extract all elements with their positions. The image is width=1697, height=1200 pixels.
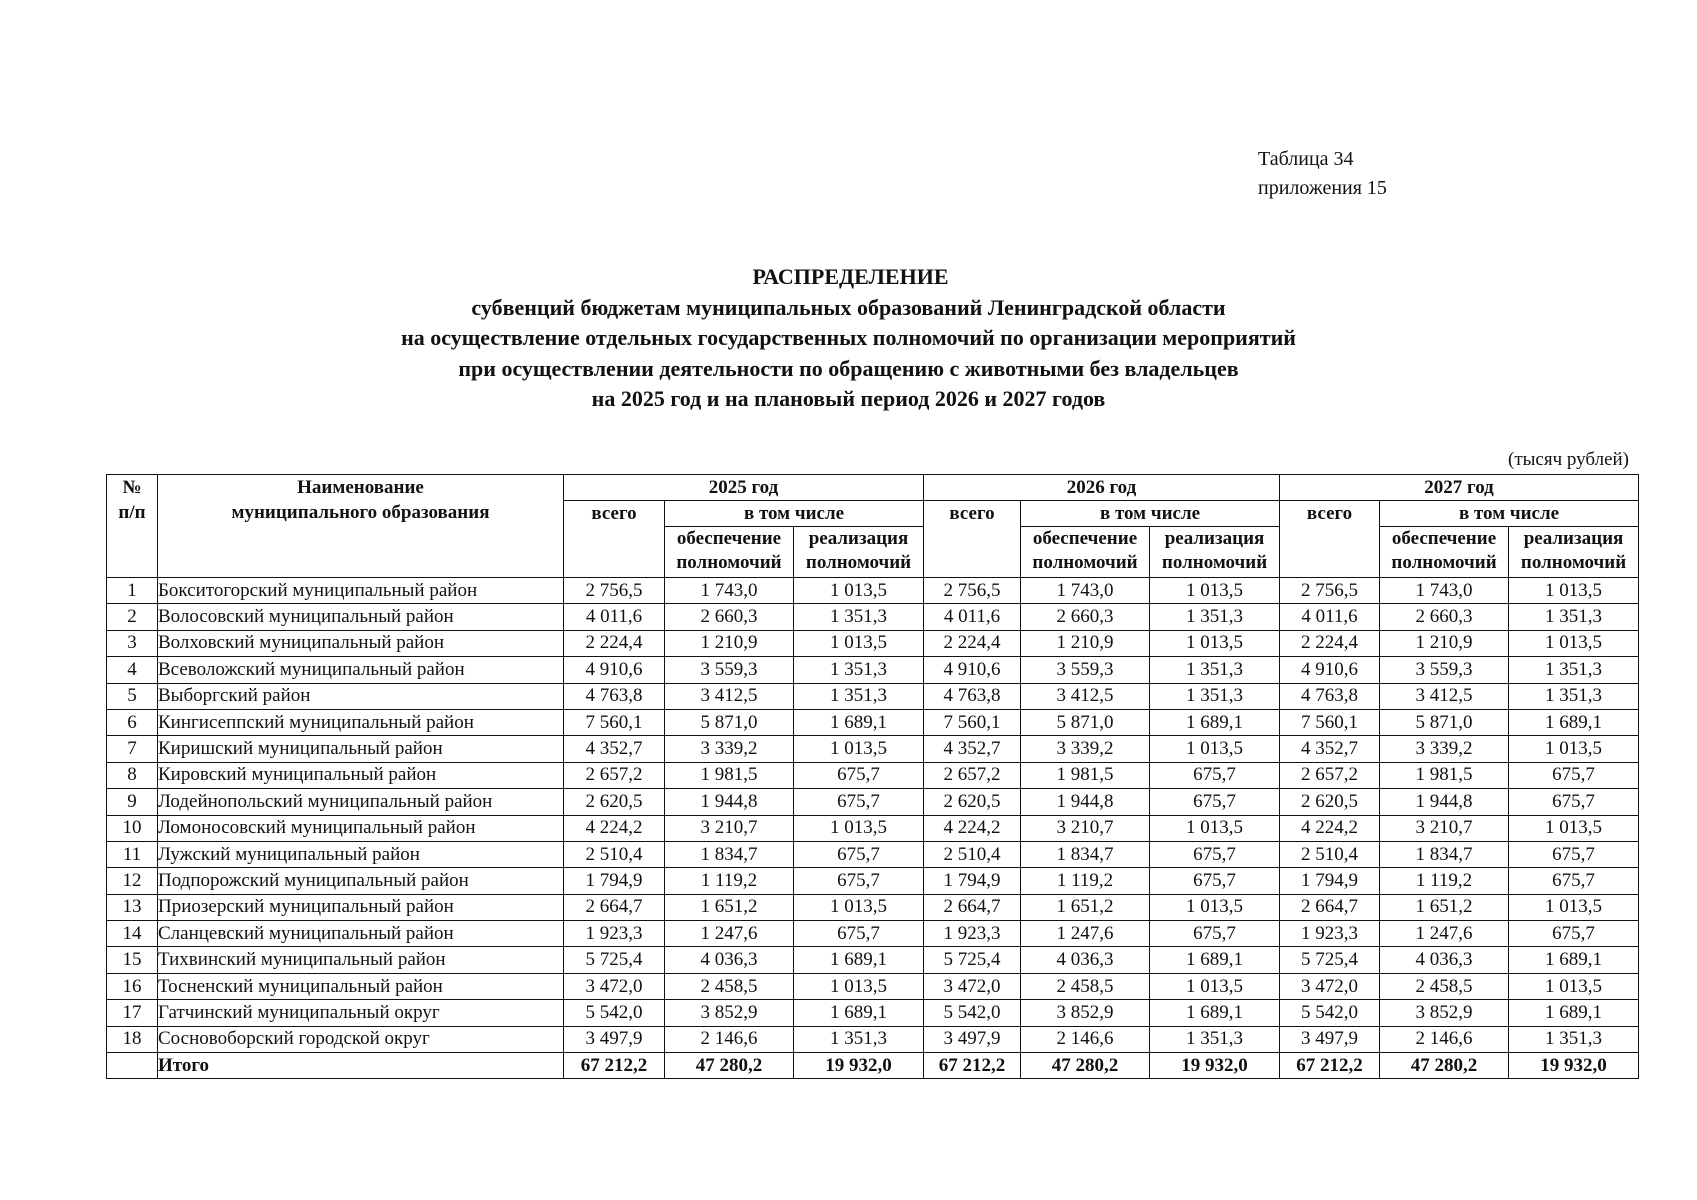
header-year-2025: 2025 год xyxy=(564,475,924,501)
amount-cell: 4 910,6 xyxy=(564,657,665,683)
amount-cell: 2 660,3 xyxy=(1021,604,1150,630)
amount-cell: 3 412,5 xyxy=(665,683,794,709)
table-row xyxy=(107,894,1639,920)
amount-cell: 1 013,5 xyxy=(1509,630,1639,656)
amount-cell: 1 689,1 xyxy=(1150,947,1280,973)
table-number: Таблица 34 xyxy=(1258,148,1354,170)
header-total-2027: всего xyxy=(1280,501,1380,578)
amount-cell: 2 664,7 xyxy=(1280,894,1380,920)
amount-cell: 1 689,1 xyxy=(794,947,924,973)
row-number: 7 xyxy=(107,736,158,762)
amount-cell: 3 559,3 xyxy=(665,657,794,683)
title-line-3: на осуществление отдельных государственных полномочий по организации мероприятий xyxy=(401,325,1296,350)
amount-cell: 7 560,1 xyxy=(924,709,1021,735)
amount-cell: 5 542,0 xyxy=(924,1000,1021,1026)
header-name-line-2: муниципального образования xyxy=(231,502,490,523)
header-provision-line-2: полномочий xyxy=(1032,552,1138,573)
amount-cell: 2 756,5 xyxy=(564,578,665,604)
row-number: 12 xyxy=(107,868,158,894)
amount-cell: 675,7 xyxy=(1509,789,1639,815)
row-number: 6 xyxy=(107,709,158,735)
amount-cell: 1 651,2 xyxy=(1021,894,1150,920)
amount-cell: 1 689,1 xyxy=(1150,709,1280,735)
amount-cell: 4 224,2 xyxy=(1280,815,1380,841)
amount-cell: 675,7 xyxy=(1509,868,1639,894)
amount-cell: 1 247,6 xyxy=(665,921,794,947)
amount-cell: 5 871,0 xyxy=(1380,709,1509,735)
header-provision-line-1: обеспечение xyxy=(1391,528,1497,549)
table-row xyxy=(107,1026,1639,1052)
amount-cell: 7 560,1 xyxy=(564,709,665,735)
amount-cell: 2 756,5 xyxy=(1280,578,1380,604)
row-number: 4 xyxy=(107,657,158,683)
amount-cell: 2 458,5 xyxy=(1021,973,1150,999)
amount-cell: 2 146,6 xyxy=(1021,1026,1150,1052)
amount-cell: 675,7 xyxy=(1509,841,1639,867)
header-provision-2025 xyxy=(665,527,794,578)
header-provision-line-1: обеспечение xyxy=(1032,528,1138,549)
table-row xyxy=(107,762,1639,788)
amount-cell: 1 981,5 xyxy=(665,762,794,788)
header-realization-line-1: реализация xyxy=(1164,528,1265,549)
amount-cell: 675,7 xyxy=(794,921,924,947)
amount-cell: 3 210,7 xyxy=(1021,815,1150,841)
row-number: 14 xyxy=(107,921,158,947)
total-amount-cell: 47 280,2 xyxy=(1021,1053,1150,1079)
header-provision-line-2: полномочий xyxy=(1391,552,1497,573)
amount-cell: 2 510,4 xyxy=(1280,841,1380,867)
amount-cell: 4 763,8 xyxy=(564,683,665,709)
amount-cell: 4 352,7 xyxy=(564,736,665,762)
amount-cell: 1 923,3 xyxy=(924,921,1021,947)
amount-cell: 1 923,3 xyxy=(564,921,665,947)
amount-cell: 675,7 xyxy=(794,762,924,788)
table-header xyxy=(107,475,1639,578)
amount-cell: 1 351,3 xyxy=(1150,683,1280,709)
municipality-name: Волосовский муниципальный район xyxy=(158,604,564,630)
row-number: 5 xyxy=(107,683,158,709)
amount-cell: 675,7 xyxy=(1509,921,1639,947)
amount-cell: 1 119,2 xyxy=(665,868,794,894)
total-label: Итого xyxy=(158,1053,564,1079)
amount-cell: 2 660,3 xyxy=(1380,604,1509,630)
header-year-2027: 2027 год xyxy=(1280,475,1639,501)
amount-cell: 3 497,9 xyxy=(924,1026,1021,1052)
amount-cell: 2 224,4 xyxy=(564,630,665,656)
amount-cell: 2 458,5 xyxy=(665,973,794,999)
municipality-name: Гатчинский муниципальный округ xyxy=(158,1000,564,1026)
table-row xyxy=(107,947,1639,973)
amount-cell: 4 763,8 xyxy=(924,683,1021,709)
row-number: 3 xyxy=(107,630,158,656)
amount-cell: 1 743,0 xyxy=(665,578,794,604)
header-including-2026: в том числе xyxy=(1021,501,1280,527)
distribution-table xyxy=(106,474,1639,1079)
amount-cell: 675,7 xyxy=(1150,762,1280,788)
amount-cell: 675,7 xyxy=(1150,841,1280,867)
municipality-name: Лодейнопольский муниципальный район xyxy=(158,789,564,815)
table-row xyxy=(107,578,1639,604)
amount-cell: 3 412,5 xyxy=(1380,683,1509,709)
amount-cell: 1 794,9 xyxy=(564,868,665,894)
amount-cell: 1 013,5 xyxy=(794,894,924,920)
amount-cell: 675,7 xyxy=(1150,868,1280,894)
amount-cell: 1 351,3 xyxy=(794,1026,924,1052)
row-number: 16 xyxy=(107,973,158,999)
header-provision-2027 xyxy=(1380,527,1509,578)
amount-cell: 1 351,3 xyxy=(794,657,924,683)
header-number-line-1: № xyxy=(122,477,142,498)
amount-cell: 3 339,2 xyxy=(1380,736,1509,762)
row-number: 18 xyxy=(107,1026,158,1052)
amount-cell: 1 013,5 xyxy=(1150,736,1280,762)
amount-cell: 1 651,2 xyxy=(1380,894,1509,920)
amount-cell: 1 210,9 xyxy=(1380,630,1509,656)
table-row xyxy=(107,868,1639,894)
amount-cell: 2 510,4 xyxy=(924,841,1021,867)
amount-cell: 5 725,4 xyxy=(924,947,1021,973)
amount-cell: 3 472,0 xyxy=(564,973,665,999)
municipality-name: Волховский муниципальный район xyxy=(158,630,564,656)
header-realization-2027 xyxy=(1509,527,1639,578)
amount-cell: 4 763,8 xyxy=(1280,683,1380,709)
row-number: 2 xyxy=(107,604,158,630)
amount-cell: 675,7 xyxy=(794,868,924,894)
amount-cell: 1 981,5 xyxy=(1380,762,1509,788)
row-number: 11 xyxy=(107,841,158,867)
amount-cell: 1 351,3 xyxy=(1509,683,1639,709)
total-amount-cell: 19 932,0 xyxy=(794,1053,924,1079)
document-title xyxy=(0,262,1697,415)
amount-cell: 1 834,7 xyxy=(1380,841,1509,867)
table-row xyxy=(107,841,1639,867)
amount-cell: 3 339,2 xyxy=(665,736,794,762)
amount-cell: 2 224,4 xyxy=(924,630,1021,656)
row-number: 15 xyxy=(107,947,158,973)
amount-cell: 675,7 xyxy=(794,789,924,815)
table-row xyxy=(107,815,1639,841)
header-including-2025: в том числе xyxy=(665,501,924,527)
header-number xyxy=(107,475,158,578)
amount-cell: 4 224,2 xyxy=(924,815,1021,841)
municipality-name: Сосновоборский городской округ xyxy=(158,1026,564,1052)
table-row xyxy=(107,1000,1639,1026)
amount-cell: 675,7 xyxy=(1150,921,1280,947)
amount-cell: 4 910,6 xyxy=(1280,657,1380,683)
amount-cell: 1 351,3 xyxy=(1509,657,1639,683)
table-row xyxy=(107,657,1639,683)
total-amount-cell: 19 932,0 xyxy=(1509,1053,1639,1079)
amount-cell: 4 036,3 xyxy=(1021,947,1150,973)
amount-cell: 1 119,2 xyxy=(1380,868,1509,894)
title-line-5: на 2025 год и на плановый период 2026 и 2027 годов xyxy=(591,386,1106,411)
amount-cell: 5 871,0 xyxy=(665,709,794,735)
amount-cell: 1 013,5 xyxy=(1509,578,1639,604)
title-line-2: субвенций бюджетам муниципальных образований Ленинградской области xyxy=(471,294,1226,320)
amount-cell: 1 794,9 xyxy=(924,868,1021,894)
header-number-line-2: п/п xyxy=(118,502,146,523)
header-provision-line-2: полномочий xyxy=(676,552,782,573)
amount-cell: 3 472,0 xyxy=(1280,973,1380,999)
amount-cell: 1 013,5 xyxy=(794,578,924,604)
amount-cell: 4 011,6 xyxy=(564,604,665,630)
table-row xyxy=(107,683,1639,709)
table-row xyxy=(107,736,1639,762)
municipality-name: Сланцевский муниципальный район xyxy=(158,921,564,947)
header-realization-2025 xyxy=(794,527,924,578)
amount-cell: 1 013,5 xyxy=(1509,973,1639,999)
amount-cell: 1 013,5 xyxy=(794,973,924,999)
row-number: 8 xyxy=(107,762,158,788)
amount-cell: 3 497,9 xyxy=(1280,1026,1380,1052)
amount-cell: 1 013,5 xyxy=(794,736,924,762)
amount-cell: 2 657,2 xyxy=(1280,762,1380,788)
amount-cell: 1 013,5 xyxy=(1509,894,1639,920)
municipality-name: Выборгский район xyxy=(158,683,564,709)
amount-cell: 1 923,3 xyxy=(1280,921,1380,947)
amount-cell: 1 013,5 xyxy=(1150,815,1280,841)
amount-cell: 1 689,1 xyxy=(794,1000,924,1026)
amount-cell: 1 351,3 xyxy=(1509,1026,1639,1052)
amount-cell: 2 620,5 xyxy=(1280,789,1380,815)
amount-cell: 1 689,1 xyxy=(1509,1000,1639,1026)
row-number: 9 xyxy=(107,789,158,815)
municipality-name: Киришский муниципальный район xyxy=(158,736,564,762)
header-realization-line-2: полномочий xyxy=(1161,552,1268,573)
amount-cell: 3 210,7 xyxy=(1380,815,1509,841)
amount-cell: 1 689,1 xyxy=(794,709,924,735)
header-realization-line-2: полномочий xyxy=(805,552,912,573)
table-row xyxy=(107,973,1639,999)
total-number-cell xyxy=(107,1053,158,1079)
amount-cell: 675,7 xyxy=(1509,762,1639,788)
table-reference xyxy=(1258,145,1387,203)
amount-cell: 1 013,5 xyxy=(1150,973,1280,999)
amount-cell: 3 559,3 xyxy=(1021,657,1150,683)
amount-cell: 1 210,9 xyxy=(665,630,794,656)
amount-cell: 3 472,0 xyxy=(924,973,1021,999)
header-realization-line-1: реализация xyxy=(808,528,909,549)
amount-cell: 1 743,0 xyxy=(1021,578,1150,604)
municipality-name: Приозерский муниципальный район xyxy=(158,894,564,920)
appendix-number: приложения 15 xyxy=(1258,177,1387,199)
amount-cell: 7 560,1 xyxy=(1280,709,1380,735)
amount-cell: 2 510,4 xyxy=(564,841,665,867)
amount-cell: 1 247,6 xyxy=(1021,921,1150,947)
amount-cell: 2 756,5 xyxy=(924,578,1021,604)
amount-cell: 1 794,9 xyxy=(1280,868,1380,894)
amount-cell: 1 351,3 xyxy=(1150,1026,1280,1052)
amount-cell: 675,7 xyxy=(1150,789,1280,815)
amount-cell: 1 689,1 xyxy=(1150,1000,1280,1026)
amount-cell: 1 351,3 xyxy=(794,604,924,630)
amount-cell: 1 944,8 xyxy=(665,789,794,815)
amount-cell: 2 224,4 xyxy=(1280,630,1380,656)
amount-cell: 2 146,6 xyxy=(1380,1026,1509,1052)
amount-cell: 1 834,7 xyxy=(665,841,794,867)
table-row xyxy=(107,630,1639,656)
amount-cell: 1 743,0 xyxy=(1380,578,1509,604)
municipality-name: Кировский муниципальный район xyxy=(158,762,564,788)
header-realization-line-1: реализация xyxy=(1523,528,1624,549)
municipality-name: Всеволожский муниципальный район xyxy=(158,657,564,683)
municipality-name: Кингисеппский муниципальный район xyxy=(158,709,564,735)
header-including-2027: в том числе xyxy=(1380,501,1639,527)
total-amount-cell: 67 212,2 xyxy=(924,1053,1021,1079)
amount-cell: 4 910,6 xyxy=(924,657,1021,683)
amount-cell: 4 224,2 xyxy=(564,815,665,841)
header-provision-line-1: обеспечение xyxy=(676,528,782,549)
amount-cell: 1 247,6 xyxy=(1380,921,1509,947)
amount-cell: 1 944,8 xyxy=(1021,789,1150,815)
municipality-name: Тосненский муниципальный район xyxy=(158,973,564,999)
header-name-line-1: Наименование xyxy=(297,477,424,498)
header-municipality-name xyxy=(158,475,564,578)
amount-cell: 1 013,5 xyxy=(794,630,924,656)
amount-cell: 2 620,5 xyxy=(564,789,665,815)
header-total-2025: всего xyxy=(564,501,665,578)
row-number: 1 xyxy=(107,578,158,604)
municipality-name: Бокситогорский муниципальный район xyxy=(158,578,564,604)
amount-cell: 1 689,1 xyxy=(1509,947,1639,973)
row-number: 13 xyxy=(107,894,158,920)
amount-cell: 5 871,0 xyxy=(1021,709,1150,735)
title-line-4: при осуществлении деятельности по обращению с животными без владельцев xyxy=(458,355,1239,381)
header-realization-line-2: полномочий xyxy=(1520,552,1627,573)
table-body xyxy=(107,578,1639,1079)
amount-cell: 2 664,7 xyxy=(924,894,1021,920)
header-total-2026: всего xyxy=(924,501,1021,578)
total-amount-cell: 19 932,0 xyxy=(1150,1053,1280,1079)
amount-cell: 3 210,7 xyxy=(665,815,794,841)
amount-cell: 1 351,3 xyxy=(794,683,924,709)
total-amount-cell: 47 280,2 xyxy=(665,1053,794,1079)
header-provision-2026 xyxy=(1021,527,1150,578)
municipality-name: Лужский муниципальный район xyxy=(158,841,564,867)
amount-cell: 3 559,3 xyxy=(1380,657,1509,683)
header-realization-2026 xyxy=(1150,527,1280,578)
amount-cell: 5 542,0 xyxy=(1280,1000,1380,1026)
amount-cell: 3 497,9 xyxy=(564,1026,665,1052)
amount-cell: 3 412,5 xyxy=(1021,683,1150,709)
amount-cell: 5 725,4 xyxy=(1280,947,1380,973)
amount-cell: 5 725,4 xyxy=(564,947,665,973)
row-number: 17 xyxy=(107,1000,158,1026)
table-row xyxy=(107,709,1639,735)
amount-cell: 4 011,6 xyxy=(924,604,1021,630)
municipality-name: Тихвинский муниципальный район xyxy=(158,947,564,973)
amount-cell: 1 834,7 xyxy=(1021,841,1150,867)
total-amount-cell: 47 280,2 xyxy=(1380,1053,1509,1079)
amount-cell: 4 036,3 xyxy=(1380,947,1509,973)
total-row xyxy=(107,1053,1639,1079)
table-row xyxy=(107,921,1639,947)
amount-cell: 1 013,5 xyxy=(794,815,924,841)
amount-cell: 2 657,2 xyxy=(564,762,665,788)
header-year-2026: 2026 год xyxy=(924,475,1280,501)
amount-cell: 2 664,7 xyxy=(564,894,665,920)
total-amount-cell: 67 212,2 xyxy=(1280,1053,1380,1079)
amount-cell: 1 013,5 xyxy=(1150,894,1280,920)
amount-cell: 1 119,2 xyxy=(1021,868,1150,894)
amount-cell: 1 981,5 xyxy=(1021,762,1150,788)
amount-cell: 1 651,2 xyxy=(665,894,794,920)
amount-cell: 4 352,7 xyxy=(924,736,1021,762)
amount-cell: 1 013,5 xyxy=(1509,736,1639,762)
amount-cell: 1 210,9 xyxy=(1021,630,1150,656)
total-amount-cell: 67 212,2 xyxy=(564,1053,665,1079)
amount-cell: 2 657,2 xyxy=(924,762,1021,788)
amount-cell: 1 351,3 xyxy=(1150,657,1280,683)
units-label: (тысяч рублей) xyxy=(1508,449,1629,470)
amount-cell: 1 689,1 xyxy=(1509,709,1639,735)
amount-cell: 1 013,5 xyxy=(1509,815,1639,841)
amount-cell: 5 542,0 xyxy=(564,1000,665,1026)
amount-cell: 1 351,3 xyxy=(1509,604,1639,630)
municipality-name: Ломоносовский муниципальный район xyxy=(158,815,564,841)
amount-cell: 2 458,5 xyxy=(1380,973,1509,999)
amount-cell: 1 351,3 xyxy=(1150,604,1280,630)
amount-cell: 2 146,6 xyxy=(665,1026,794,1052)
amount-cell: 675,7 xyxy=(794,841,924,867)
amount-cell: 1 944,8 xyxy=(1380,789,1509,815)
amount-cell: 1 013,5 xyxy=(1150,578,1280,604)
amount-cell: 3 339,2 xyxy=(1021,736,1150,762)
municipality-name: Подпорожский муниципальный район xyxy=(158,868,564,894)
amount-cell: 4 011,6 xyxy=(1280,604,1380,630)
amount-cell: 2 660,3 xyxy=(665,604,794,630)
title-line-1: РАСПРЕДЕЛЕНИЕ xyxy=(752,264,949,289)
amount-cell: 3 852,9 xyxy=(1021,1000,1150,1026)
row-number: 10 xyxy=(107,815,158,841)
amount-cell: 4 036,3 xyxy=(665,947,794,973)
table-row xyxy=(107,789,1639,815)
amount-cell: 2 620,5 xyxy=(924,789,1021,815)
amount-cell: 1 013,5 xyxy=(1150,630,1280,656)
amount-cell: 3 852,9 xyxy=(665,1000,794,1026)
amount-cell: 4 352,7 xyxy=(1280,736,1380,762)
amount-cell: 3 852,9 xyxy=(1380,1000,1509,1026)
table-row xyxy=(107,604,1639,630)
